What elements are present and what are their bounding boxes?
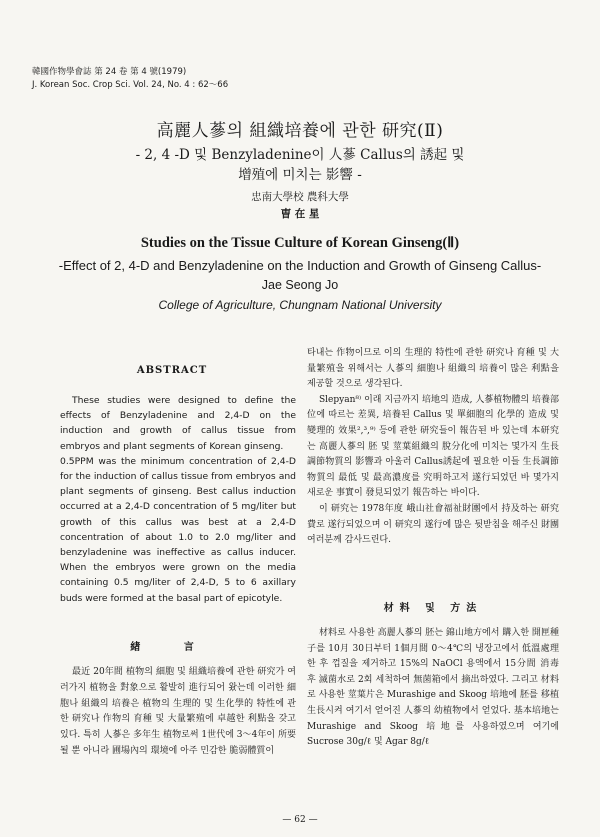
materials-methods-heading: 材料 및 方法 [383,603,483,614]
introduction-body: 最近 20年間 植物의 細胞 및 組織培養에 관한 研究가 여러가지 植物을 對象으로 활발히 進行되어 왔는데 이러한 細胞나 組織의 培養은 植物의 生理的 및 生化學的 特性에 관한 研究나 作物의 育種 및 大量繁殖에 卓越한 利點을 갖고 있다. 특히 人蔘은 多年生 植物로써 1世代에 3～4年이 所要될 뿐 아니라 圃場內의 環境에 아주 민감한 脆弱體質이 [60,667,296,756]
author-korean: 曺 在 星 [280,208,320,220]
journal-en: J. Korean Soc. Crop Sci. Vol. 24, No. 4 : 62～66 [32,80,229,90]
subtitle-korean-line2: 增殖에 미치는 影響 - [238,167,362,183]
page-number: — 62 — [282,815,318,825]
right-column-text [307,346,559,549]
title-korean: 高麗人蔘의 組織培養에 관한 研究(Ⅱ) [156,121,444,141]
abstract-paragraph-2: 0.5PPM was the minimum concentration of 2,4-D for the induction of callus tissue from embryos and plant segments of ginseng. Best callus induction occurred at a 2,4-D concentration of 5 mg/liter but growth of this callus was best at a 2,4-D concentration of about 1.0 to 2.0 mg/liter and benzyladenine was ineffective as callus inducer. When the embryos were grown on the media containing 0.5 mg/liter of 2,4-D, 5 to 6 axillary buds were formed at the basal part of epicotyle. [60,455,296,604]
affiliation-korean: 忠南大學校 農科大學 [251,191,349,203]
journal-ko: 韓國作物學會誌 第 24 卷 第 4 號(1979) [32,67,187,77]
title-english: Studies on the Tissue Culture of Korean Ginseng(Ⅱ) [140,235,460,251]
author-english: Jae Seong Jo [261,278,339,292]
right-paragraph-1: 타내는 作物이므로 이의 生理的 特性에 관한 研究나 育種 및 大量繁殖을 위해서는 人蔘의 細胞나 組織의 培養이 많은 利點을 제공할 것으로 생각된다. [307,348,559,390]
right-paragraph-2: Slepyan⁸⁾ 이래 지금까지 培地의 造成, 人蔘植物體의 培養部位에 따르는 差異, 培養된 Callus 및 單細胞의 化學的 造成 및 變理的 效果²,³,⁹⁾ 등에 관한 研究들이 報告된 바 있는데 本研究는 高麗人蔘의 胚 및 莖葉組織의 脫分化에 미치는 몇가지 生長調節物質의 影響과 아울러 Callus誘起에 필요한 이들 生長調節物質의 最低 및 最高濃度를 究明하고저 遂行되었던 바 몇가지 새로운 事實이 發見되었기 報告하는 바이다. [307,394,559,499]
introduction-heading: 緖 言 [130,642,214,653]
subtitle-english: -Effect of 2, 4-D and Benzyladenine on the Induction and Growth of Ginseng Callus- [58,258,542,273]
abstract-body [60,393,296,606]
abstract-paragraph-1: These studies were designed to define the effects of Benzyladenine and 2,4-D on the induction and growth of callus tissue from embryos and plant segments of Korean ginseng. [60,395,296,452]
affiliation-english: College of Agriculture, Chungnam National University [158,298,442,312]
subtitle-korean-line1: - 2, 4 -D 및 Benzyladenine이 人蔘 Callus의 誘起 및 [135,147,465,163]
right-paragraph-3: 이 研究는 1978年度 峨山社會福祉財團에서 持及하는 研究費로 遂行되었으며 이 研究의 遂行에 많은 뒷받침을 해주신 財團여러분께 감사드린다. [307,503,559,546]
abstract-heading: ABSTRACT [136,365,208,376]
materials-methods-body: 材料로 사용한 高麗人蔘의 胚는 錦山地方에서 購入한 開匣種子를 10月 30日부터 1個月間 0～4℃의 냉장고에서 低溫處理한 후 껍질을 제거하고 15%의 NaOCl 용액에서 15分間 消毒 후 滅菌水로 2회 세척하여 無菌箱에서 摘出하였다. 그리고 材料로 사용한 莖葉片은 Murashige and Skoog 培地에 胚를 移植生長시켜 여기서 얻어진 人蔘의 幼植物에서 얻었다. 基本培地는 Murashige and Skoog 培地를 사용하였으며 여기에 Sucrose 30g/ℓ 및 Agar 8g/ℓ [307,628,559,748]
journal-header [32,66,228,92]
